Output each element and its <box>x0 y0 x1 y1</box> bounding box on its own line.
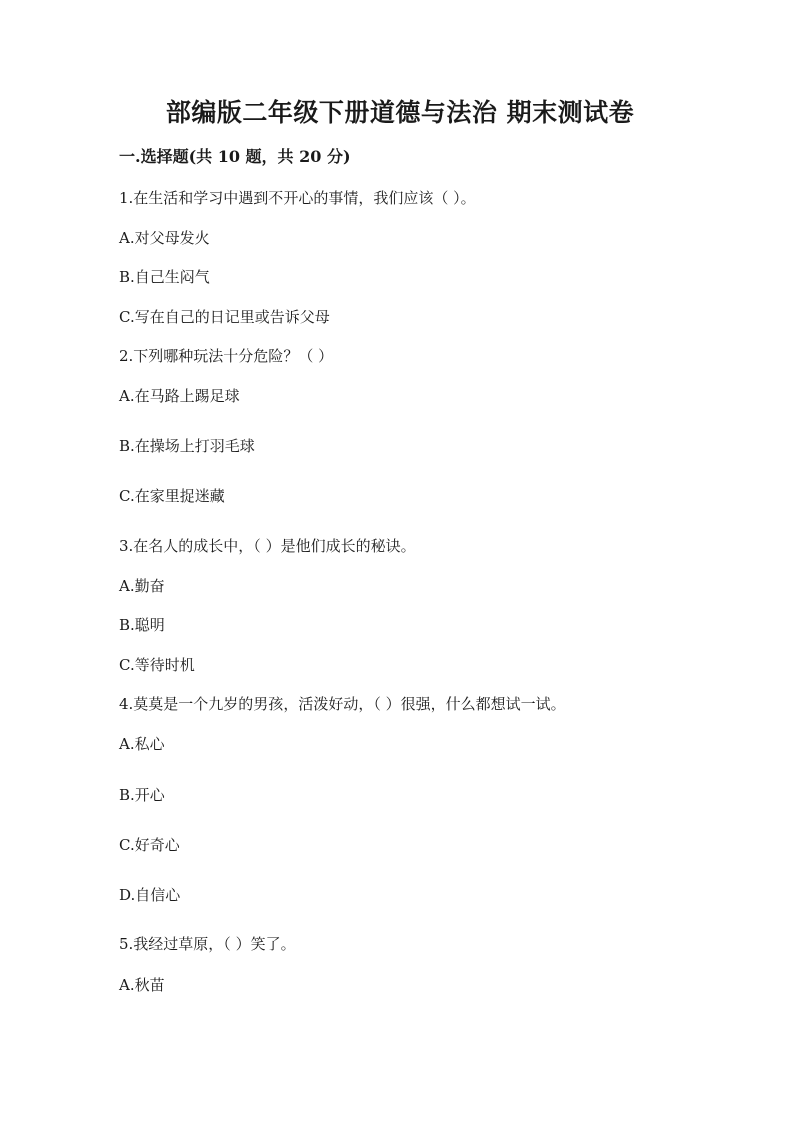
question-1-option-a: A.对父母发火 <box>119 229 210 247</box>
question-2-option-b: B.在操场上打羽毛球 <box>119 437 255 455</box>
section-heading: 一.选择题(共 10 题，共 20 分) <box>119 147 351 166</box>
question-2-option-a: A.在马路上踢足球 <box>119 387 240 405</box>
question-3-option-a: A.勤奋 <box>119 577 165 595</box>
question-4-stem: 4.莫莫是一个九岁的男孩，活泼好动，（ ）很强，什么都想试一试。 <box>119 695 566 713</box>
question-1-option-b: B.自己生闷气 <box>119 268 210 286</box>
question-3-stem: 3.在名人的成长中，（ ）是他们成长的秘诀。 <box>119 537 416 555</box>
question-5-stem: 5.我经过草原，（ ）笑了。 <box>119 935 296 953</box>
question-4-option-b: B.开心 <box>119 786 165 804</box>
question-4-option-a: A.私心 <box>119 735 165 753</box>
question-1-stem: 1.在生活和学习中遇到不开心的事情，我们应该（ ）。 <box>119 189 476 207</box>
question-5-option-a: A.秋苗 <box>119 976 165 994</box>
question-3-option-c: C.等待时机 <box>119 656 195 674</box>
question-2-option-c: C.在家里捉迷藏 <box>119 487 225 505</box>
page-title: 部编版二年级下册道德与法治 期末测试卷 <box>165 98 635 127</box>
question-4-option-d: D.自信心 <box>119 886 181 904</box>
question-2-stem: 2.下列哪种玩法十分危险？（ ） <box>119 347 334 365</box>
question-1-option-c: C.写在自己的日记里或告诉父母 <box>119 308 330 326</box>
question-4-option-c: C.好奇心 <box>119 836 180 854</box>
question-3-option-b: B.聪明 <box>119 616 165 634</box>
